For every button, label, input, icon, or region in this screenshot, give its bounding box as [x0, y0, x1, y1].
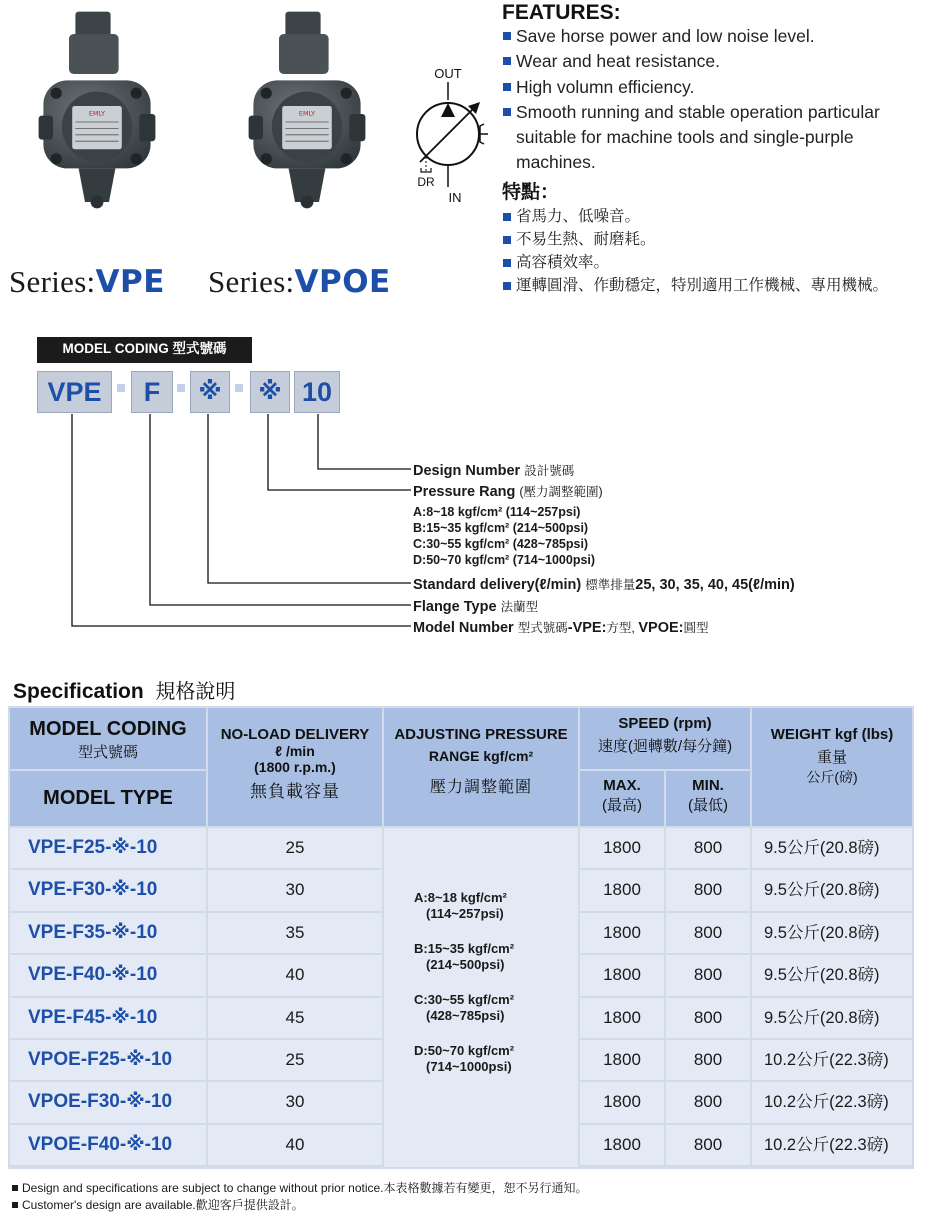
spec-cell-delivery: 25 — [208, 1040, 382, 1080]
flange-type-en: Flange Type — [413, 599, 497, 615]
header-model-coding — [10, 708, 206, 769]
series-vpoe-label — [208, 264, 391, 300]
header-min — [666, 771, 750, 826]
code-separator — [235, 384, 243, 392]
spec-cell-weight: 9.5公斤(20.8磅) — [752, 828, 912, 868]
spec-cell-min: 800 — [666, 1125, 750, 1165]
pressure-rang-label — [413, 482, 603, 500]
feature-cn-item: 省馬力、低噪音。 — [503, 205, 935, 228]
feature-cn-item: 運轉圓滑、作動穩定，特別適用工作機械、專用機械。 — [503, 274, 935, 297]
spec-cell-delivery: 45 — [208, 998, 382, 1038]
model-number-square: 方型, — [606, 621, 639, 635]
model-coding-tab: MODEL CODING 型式號碼 — [37, 337, 252, 361]
design-number-en: Design Number — [413, 463, 521, 479]
design-number-label — [413, 461, 574, 479]
features-list — [503, 24, 935, 176]
spec-cell-model: VPE-F45-※-10 — [10, 998, 206, 1038]
spec-title-en: Specification — [13, 680, 144, 703]
spec-cell-delivery: 25 — [208, 828, 382, 868]
footnote: Customer's design are available.歡迎客戶提供設計。 — [12, 1196, 304, 1213]
standard-delivery-en: Standard delivery(ℓ/min) — [413, 577, 582, 593]
spec-cell-min: 800 — [666, 1040, 750, 1080]
header-pressure — [384, 708, 578, 826]
feature-cn-item: 高容積效率。 — [503, 251, 935, 274]
spec-cell-min: 800 — [666, 913, 750, 953]
header-min-en: MIN. — [692, 777, 724, 794]
header-max — [580, 771, 664, 826]
spec-cell-weight: 9.5公斤(20.8磅) — [752, 870, 912, 910]
vpoe-pump-image — [232, 10, 382, 210]
spec-cell-max: 1800 — [580, 828, 664, 868]
spec-cell-weight: 9.5公斤(20.8磅) — [752, 998, 912, 1038]
pump-plate-text: EMLY — [88, 109, 106, 118]
series-name: VPE — [95, 264, 165, 300]
spec-table — [8, 706, 914, 1169]
header-delivery-2: ℓ /min — [275, 743, 315, 759]
series-prefix: Series: — [9, 264, 96, 299]
model-number-en: Model Number — [413, 620, 514, 636]
spec-cell-weight: 10.2公斤(22.3磅) — [752, 1040, 912, 1080]
spec-cell-model: VPE-F40-※-10 — [10, 955, 206, 995]
spec-cell-delivery: 40 — [208, 955, 382, 995]
flange-type-label — [413, 597, 538, 615]
feature-cn-item: 不易生熱、耐磨耗。 — [503, 228, 935, 251]
footnote: Design and specifications are subject to change without prior notice.本表格數據若有變更，恕不另行通知。 — [12, 1179, 588, 1196]
pressure-range-cell — [384, 828, 578, 1167]
code-separator — [117, 384, 125, 392]
model-number-vpe: -VPE: — [567, 620, 607, 636]
features-cn-list — [503, 205, 935, 297]
code-box-delivery: ※ — [190, 371, 230, 413]
feature-item: High volumn efficiency. — [503, 75, 935, 100]
pressure-rang-cn: (壓力調整範圍) — [519, 485, 603, 499]
symbol-dr-label: DR — [417, 175, 435, 189]
header-speed — [580, 708, 750, 769]
spec-cell-weight: 9.5公斤(20.8磅) — [752, 913, 912, 953]
header-model-coding-en: MODEL CODING — [29, 718, 187, 740]
spec-cell-max: 1800 — [580, 870, 664, 910]
header-weight-cn1: 重量 — [816, 749, 847, 766]
header-delivery-cn: 無負載容量 — [250, 782, 340, 801]
pressure-rang-en: Pressure Rang — [413, 484, 516, 500]
spec-cell-max: 1800 — [580, 1040, 664, 1080]
spec-cell-delivery: 30 — [208, 1082, 382, 1122]
spec-cell-delivery: 35 — [208, 913, 382, 953]
series-prefix: Series: — [208, 264, 295, 299]
model-number-vpoe: VPOE: — [638, 620, 684, 636]
spec-cell-delivery: 40 — [208, 1125, 382, 1165]
design-number-cn: 設計號碼 — [524, 464, 575, 478]
header-pressure-1: ADJUSTING PRESSURE — [394, 726, 568, 743]
header-delivery-3: (1800 r.p.m.) — [254, 759, 336, 775]
spec-cell-weight: 9.5公斤(20.8磅) — [752, 955, 912, 995]
pressure-range-list — [413, 504, 595, 568]
standard-delivery-values: 25, 30, 35, 40, 45(ℓ/min) — [635, 577, 795, 593]
header-weight — [752, 708, 912, 826]
header-model-coding-cn: 型式號碼 — [77, 744, 138, 761]
spec-cell-max: 1800 — [580, 998, 664, 1038]
spec-cell-min: 800 — [666, 870, 750, 910]
symbol-in-label: IN — [448, 190, 462, 205]
spec-cell-model: VPOE-F40-※-10 — [10, 1125, 206, 1165]
spec-cell-min: 800 — [666, 828, 750, 868]
standard-delivery-cn: 標準排量 — [585, 578, 636, 592]
feature-item: Wear and heat resistance. — [503, 49, 935, 74]
pressure-range-b: B:15~35 kgf/cm² (214~500psi) — [414, 941, 515, 972]
spec-cell-model: VPOE-F25-※-10 — [10, 1040, 206, 1080]
spec-cell-min: 800 — [666, 955, 750, 995]
spec-cell-min: 800 — [666, 998, 750, 1038]
header-delivery — [208, 708, 382, 826]
pressure-range-item: B:15~35 kgf/cm² (214~500psi) — [413, 521, 589, 535]
header-weight-cn2: 公斤(磅) — [806, 769, 858, 785]
model-number-round: 圓型 — [683, 621, 709, 635]
model-coding-leader-lines — [0, 410, 420, 635]
pressure-range-a: A:8~18 kgf/cm² (114~257psi) — [414, 890, 507, 921]
model-number-cn: 型式號碼 — [517, 621, 568, 635]
feature-item: Save horse power and low noise level. — [503, 24, 935, 49]
spec-cell-max: 1800 — [580, 1082, 664, 1122]
spec-cell-max: 1800 — [580, 913, 664, 953]
header-delivery-1: NO-LOAD DELIVERY — [220, 726, 370, 743]
code-box-flange: F — [131, 371, 173, 413]
pump-plate-text: EMLY — [298, 109, 316, 118]
standard-delivery-label — [413, 575, 795, 593]
spec-title-cn: 規格說明 — [155, 681, 236, 703]
spec-cell-max: 1800 — [580, 955, 664, 995]
pressure-range-item: D:50~70 kgf/cm² (714~1000psi) — [413, 553, 596, 567]
pressure-range-item: A:8~18 kgf/cm² (114~257psi) — [413, 505, 581, 519]
header-max-cn: (最高) — [602, 797, 642, 814]
header-pressure-2: RANGE kgf/cm² — [428, 748, 534, 764]
feature-item: Smooth running and stable operation particular suitable for machine tools and single-purple machines. — [503, 100, 935, 176]
flange-type-cn: 法蘭型 — [500, 600, 539, 614]
header-min-cn: (最低) — [688, 797, 728, 814]
code-box-series: VPE — [37, 371, 112, 413]
spec-cell-weight: 10.2公斤(22.3磅) — [752, 1125, 912, 1165]
spec-cell-max: 1800 — [580, 1125, 664, 1165]
spec-title — [13, 675, 235, 704]
vpe-pump-image — [22, 10, 172, 210]
header-weight-1: WEIGHT kgf (lbs) — [770, 726, 894, 743]
model-number-label — [413, 618, 709, 636]
spec-cell-model: VPOE-F30-※-10 — [10, 1082, 206, 1122]
code-box-pressure: ※ — [250, 371, 290, 413]
series-name: VPOE — [294, 264, 391, 300]
spec-cell-weight: 10.2公斤(22.3磅) — [752, 1082, 912, 1122]
spec-cell-model: VPE-F30-※-10 — [10, 870, 206, 910]
model-coding-underline — [37, 361, 252, 363]
header-speed-cn: 速度(迴轉數/每分鐘) — [597, 738, 733, 755]
header-pressure-cn: 壓力調整範圍 — [429, 779, 532, 796]
code-separator — [177, 384, 185, 392]
code-box-design: 10 — [294, 371, 340, 413]
spec-cell-min: 800 — [666, 1082, 750, 1122]
features-title: FEATURES: — [502, 1, 621, 24]
header-model-type: MODEL TYPE — [10, 771, 206, 826]
spec-cell-model: VPE-F25-※-10 — [10, 828, 206, 868]
symbol-out-label: OUT — [434, 66, 462, 81]
series-vpe-label — [9, 264, 165, 300]
header-max-en: MAX. — [603, 777, 641, 794]
spec-cell-delivery: 30 — [208, 870, 382, 910]
pressure-range-c: C:30~55 kgf/cm² (428~785psi) — [414, 992, 515, 1023]
pressure-range-d: D:50~70 kgf/cm² (714~1000psi) — [414, 1043, 515, 1074]
features-cn-title: 特點： — [502, 182, 560, 203]
pressure-range-item: C:30~55 kgf/cm² (428~785psi) — [413, 537, 589, 551]
hydraulic-pump-symbol — [410, 62, 500, 212]
header-speed-1: SPEED (rpm) — [618, 715, 712, 732]
spec-cell-model: VPE-F35-※-10 — [10, 913, 206, 953]
